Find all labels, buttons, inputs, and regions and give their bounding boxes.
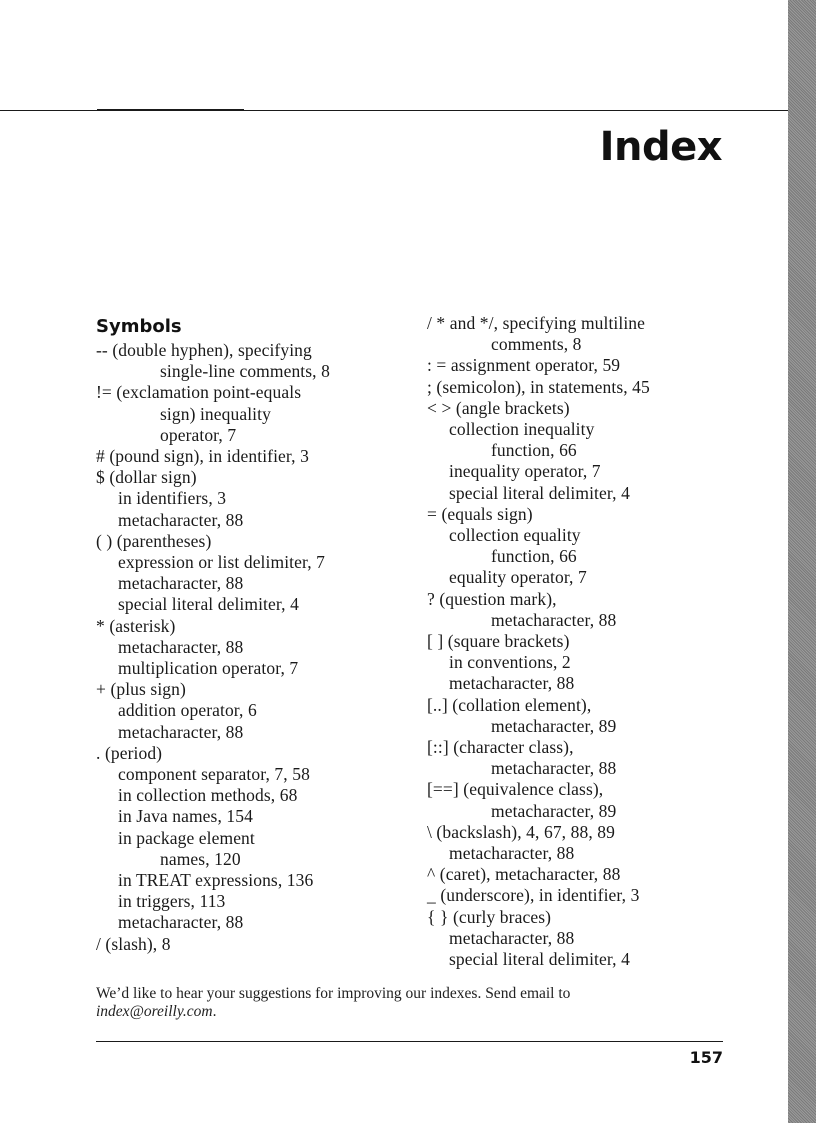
index-entry: $ (dollar sign) — [96, 467, 197, 488]
footnote-trailing: . — [212, 1003, 217, 1020]
index-entry: / (slash), 8 — [96, 933, 171, 954]
index-entry: metacharacter, 88 — [449, 927, 575, 948]
index-entry: : = assignment operator, 59 — [427, 355, 621, 376]
index-entry: metacharacter, 88 — [118, 636, 244, 657]
index-entry: < > (angle brackets) — [427, 397, 570, 418]
index-entry: metacharacter, 88 — [118, 912, 244, 933]
index-entry: [::] (character class), — [427, 737, 574, 758]
page-edge-thumb-tab — [788, 0, 816, 1123]
index-entry: multiplication operator, 7 — [118, 658, 299, 679]
index-entry: component separator, 7, 58 — [118, 764, 310, 785]
index-entry: function, 66 — [491, 546, 577, 567]
section-heading: Symbols — [96, 316, 182, 337]
index-entry: ( ) (parentheses) — [96, 530, 212, 551]
index-entry: * (asterisk) — [96, 615, 176, 636]
index-entry: + (plus sign) — [96, 679, 186, 700]
index-entry: metacharacter, 89 — [491, 715, 617, 736]
page-number: 157 — [689, 1048, 723, 1067]
index-entry: special literal delimiter, 4 — [118, 594, 299, 615]
index-entry: ? (question mark), — [427, 588, 557, 609]
index-entry: / * and */, specifying multiline — [427, 313, 646, 333]
index-column-right — [427, 313, 727, 970]
index-entry: special literal delimiter, 4 — [449, 949, 630, 970]
index-entry: special literal delimiter, 4 — [449, 482, 630, 503]
index-entry: in TREAT expressions, 136 — [118, 870, 314, 891]
index-entry: in triggers, 113 — [118, 891, 226, 912]
index-entry: in Java names, 154 — [118, 806, 253, 827]
index-entry: = (equals sign) — [427, 503, 533, 524]
index-entry: -- (double hyphen), specifying — [96, 340, 312, 360]
index-entry: metacharacter, 88 — [491, 758, 617, 779]
index-column-left — [96, 340, 416, 955]
page-title: Index — [599, 124, 722, 170]
bottom-rule — [96, 1041, 723, 1042]
index-entry: in collection methods, 68 — [118, 785, 298, 806]
index-entry: _ (underscore), in identifier, 3 — [427, 885, 640, 906]
index-entry: function, 66 — [491, 440, 577, 461]
index-entry: equality operator, 7 — [449, 567, 587, 588]
index-entry: ^ (caret), metacharacter, 88 — [427, 864, 621, 885]
top-rule-accent — [97, 109, 244, 111]
footnote — [96, 985, 716, 1021]
index-entry: . (period) — [96, 742, 163, 763]
index-entry: metacharacter, 88 — [491, 609, 617, 630]
index-entry: expression or list delimiter, 7 — [118, 552, 326, 573]
index-entry: [ ] (square brackets) — [427, 631, 570, 652]
index-entry: [..] (collation element), — [427, 694, 592, 715]
index-entry: comments, 8 — [491, 334, 582, 355]
index-entry: single-line comments, 8 — [160, 361, 330, 382]
index-entry: metacharacter, 88 — [449, 843, 575, 864]
index-entry: in package element — [118, 827, 255, 848]
index-entry: [==] (equivalence class), — [427, 779, 604, 800]
index-entry: ; (semicolon), in statements, 45 — [427, 376, 650, 397]
index-entry: in identifiers, 3 — [118, 488, 227, 509]
index-entry: sign) inequality — [160, 403, 271, 424]
index-entry: in conventions, 2 — [449, 652, 571, 673]
index-entry: { } (curly braces) — [427, 906, 552, 927]
index-entry: # (pound sign), in identifier, 3 — [96, 446, 309, 467]
index-entry: collection inequality — [449, 419, 595, 440]
index-entry: metacharacter, 88 — [118, 509, 244, 530]
index-entry: metacharacter, 88 — [118, 721, 244, 742]
footnote-text: We’d like to hear your suggestions for improving our indexes. Send email to — [96, 985, 571, 1002]
index-entry: metacharacter, 88 — [449, 673, 575, 694]
index-entry: metacharacter, 89 — [491, 800, 617, 821]
index-entry: != (exclamation point-equals — [96, 382, 302, 403]
index-entry: inequality operator, 7 — [449, 461, 601, 482]
index-entry: names, 120 — [160, 848, 241, 869]
index-entry: metacharacter, 88 — [118, 573, 244, 594]
index-entry: \ (backslash), 4, 67, 88, 89 — [427, 821, 615, 842]
index-entry: collection equality — [449, 525, 581, 546]
index-entry: operator, 7 — [160, 424, 237, 445]
footnote-email-link[interactable]: index@oreilly.com — [96, 1003, 213, 1020]
index-entry: addition operator, 6 — [118, 700, 257, 721]
